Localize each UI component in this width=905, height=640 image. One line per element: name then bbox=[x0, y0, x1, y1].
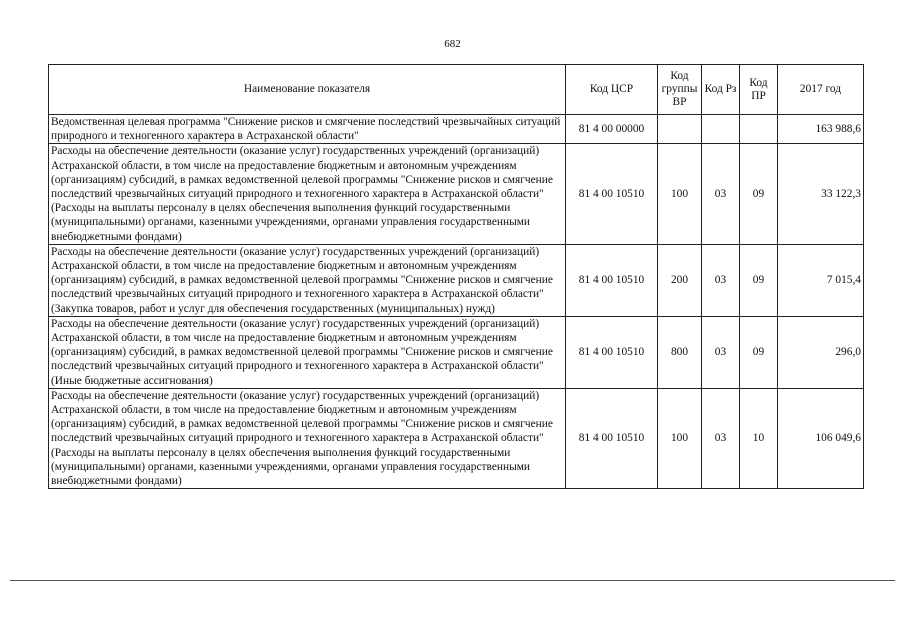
row-rz bbox=[702, 115, 740, 144]
header-pr: Код ПР bbox=[740, 65, 778, 115]
row-csr: 81 4 00 10510 bbox=[566, 316, 658, 388]
header-csr: Код ЦСР bbox=[566, 65, 658, 115]
table-row bbox=[49, 115, 864, 144]
row-name: Ведомственная целевая программа "Снижение рисков и смягчение последствий чрезвычайных ситуаций природного и техногенного характера в Астраханской области" bbox=[49, 115, 566, 144]
row-amount: 7 015,4 bbox=[778, 244, 864, 316]
row-name: Расходы на обеспечение деятельности (оказание услуг) государственных учреждений (организаций) Астраханской области, в том числе на предоставление бюджетным и автономным учреждениям (организациям) субсидий, в рамках ведомственной целевой программы "Снижение рисков и смягчение последствий чрезвычайных ситуаций природного и техногенного характера в Астраханской области" (Иные бюджетные ассигнования) bbox=[49, 316, 566, 388]
row-csr: 81 4 00 10510 bbox=[566, 244, 658, 316]
page-number: 682 bbox=[444, 38, 461, 50]
row-csr: 81 4 00 10510 bbox=[566, 388, 658, 488]
row-pr: 09 bbox=[740, 244, 778, 316]
row-rz: 03 bbox=[702, 316, 740, 388]
row-csr: 81 4 00 00000 bbox=[566, 115, 658, 144]
row-vr: 800 bbox=[658, 316, 702, 388]
row-name: Расходы на обеспечение деятельности (оказание услуг) государственных учреждений (организаций) Астраханской области, в том числе на предоставление бюджетным и автономным учреждениям (организациям) субсидий, в рамках ведомственной целевой программы "Снижение рисков и смягчение последствий чрезвычайных ситуаций природного и техногенного характера в Астраханской области" (Закупка товаров, работ и услуг для обеспечения государственных (муниципальных) нужд) bbox=[49, 244, 566, 316]
row-vr: 100 bbox=[658, 144, 702, 244]
header-vr: Код группы ВР bbox=[658, 65, 702, 115]
table-row bbox=[49, 316, 864, 388]
row-amount: 33 122,3 bbox=[778, 144, 864, 244]
header-rz: Код Рз bbox=[702, 65, 740, 115]
table-row bbox=[49, 388, 864, 488]
row-vr: 100 bbox=[658, 388, 702, 488]
header-year: 2017 год bbox=[778, 65, 864, 115]
row-vr: 200 bbox=[658, 244, 702, 316]
row-pr: 10 bbox=[740, 388, 778, 488]
row-amount: 296,0 bbox=[778, 316, 864, 388]
table-row bbox=[49, 244, 864, 316]
row-pr bbox=[740, 115, 778, 144]
row-name: Расходы на обеспечение деятельности (оказание услуг) государственных учреждений (организаций) Астраханской области, в том числе на предоставление бюджетным и автономным учреждениям (организациям) субсидий, в рамках ведомственной целевой программы "Снижение рисков и смягчение последствий чрезвычайных ситуаций природного и техногенного характера в Астраханской области" (Расходы на выплаты персоналу в целях обеспечения выполнения функций государственными (муниципальными) органами, казенными учреждениями, органами управления государственными внебюджетными фондами) bbox=[49, 144, 566, 244]
row-rz: 03 bbox=[702, 244, 740, 316]
table-row bbox=[49, 144, 864, 244]
row-amount: 163 988,6 bbox=[778, 115, 864, 144]
bottom-rule bbox=[10, 580, 895, 581]
row-amount: 106 049,6 bbox=[778, 388, 864, 488]
header-name: Наименование показателя bbox=[49, 65, 566, 115]
row-pr: 09 bbox=[740, 316, 778, 388]
table-header-row bbox=[49, 65, 864, 115]
row-rz: 03 bbox=[702, 388, 740, 488]
budget-table bbox=[48, 64, 864, 489]
row-pr: 09 bbox=[740, 144, 778, 244]
row-vr bbox=[658, 115, 702, 144]
row-name: Расходы на обеспечение деятельности (оказание услуг) государственных учреждений (организаций) Астраханской области, в том числе на предоставление бюджетным и автономным учреждениям (организациям) субсидий, в рамках ведомственной целевой программы "Снижение рисков и смягчение последствий чрезвычайных ситуаций природного и техногенного характера в Астраханской области" (Расходы на выплаты персоналу в целях обеспечения выполнения функций государственными (муниципальными) органами, казенными учреждениями, органами управления государственными внебюджетными фондами) bbox=[49, 388, 566, 488]
row-csr: 81 4 00 10510 bbox=[566, 144, 658, 244]
row-rz: 03 bbox=[702, 144, 740, 244]
